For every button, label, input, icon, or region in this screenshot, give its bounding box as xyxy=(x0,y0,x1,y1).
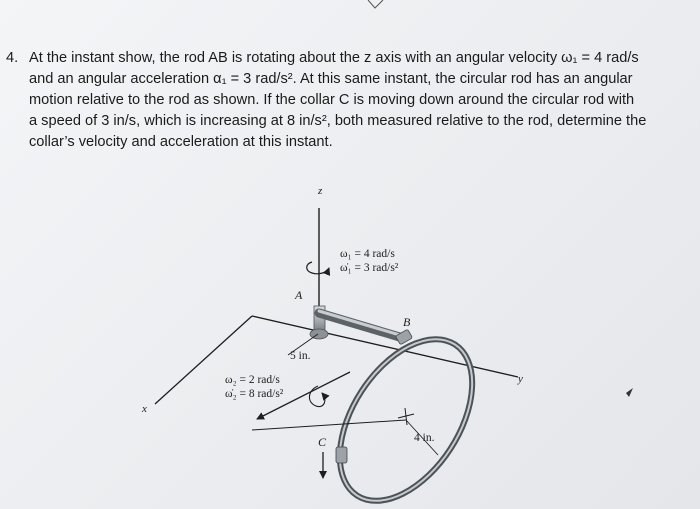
problem-line-2: and an angular acceleration α₁ = 3 rad/s². At this same instant, the circular rod has an angular xyxy=(29,71,633,87)
z-axis-label: z xyxy=(318,185,323,197)
y-axis-label: y xyxy=(518,373,523,385)
circle-center-line xyxy=(252,420,406,430)
top-scribble-mark xyxy=(368,0,383,8)
point-a-label: A xyxy=(295,288,303,302)
joint-b xyxy=(395,329,412,345)
problem-number: 4. xyxy=(6,50,19,66)
omega1-dot-label: ω̇₁ = 3 rad/s² xyxy=(340,262,399,274)
omega1-label: ω₁ = 4 rad/s xyxy=(340,248,395,260)
dimension-5in-label: 5 in. xyxy=(290,350,311,362)
omega1-rotation-arrow xyxy=(307,262,329,274)
problem-line-5: collar’s velocity and acceleration at this instant. xyxy=(29,134,333,150)
omega2-dot-label: ω̇₂ = 8 rad/s² xyxy=(225,388,284,400)
point-b-label: B xyxy=(403,315,411,329)
rod-ab-highlight xyxy=(319,311,403,336)
y-axis-line xyxy=(252,316,518,377)
x-axis-label: x xyxy=(142,403,147,415)
omega2-label: ω₂ = 2 rad/s xyxy=(225,374,280,386)
problem-line-4: a speed of 3 in/s, which is increasing at 8 in/s², both measured relative to the rod, determine the xyxy=(29,113,647,129)
dimension-4in-label: 4 in. xyxy=(414,432,435,444)
collar-c xyxy=(336,447,347,463)
problem-line-1: At the instant show, the rod AB is rotating about the z axis with an angular velocity ω₁ = 4 rad/s xyxy=(29,50,639,66)
problem-line-3: motion relative to the rod as shown. If the collar C is moving down around the circular rod with xyxy=(29,92,635,108)
margin-arrow-mark xyxy=(626,388,633,397)
point-c-label: C xyxy=(318,435,327,449)
